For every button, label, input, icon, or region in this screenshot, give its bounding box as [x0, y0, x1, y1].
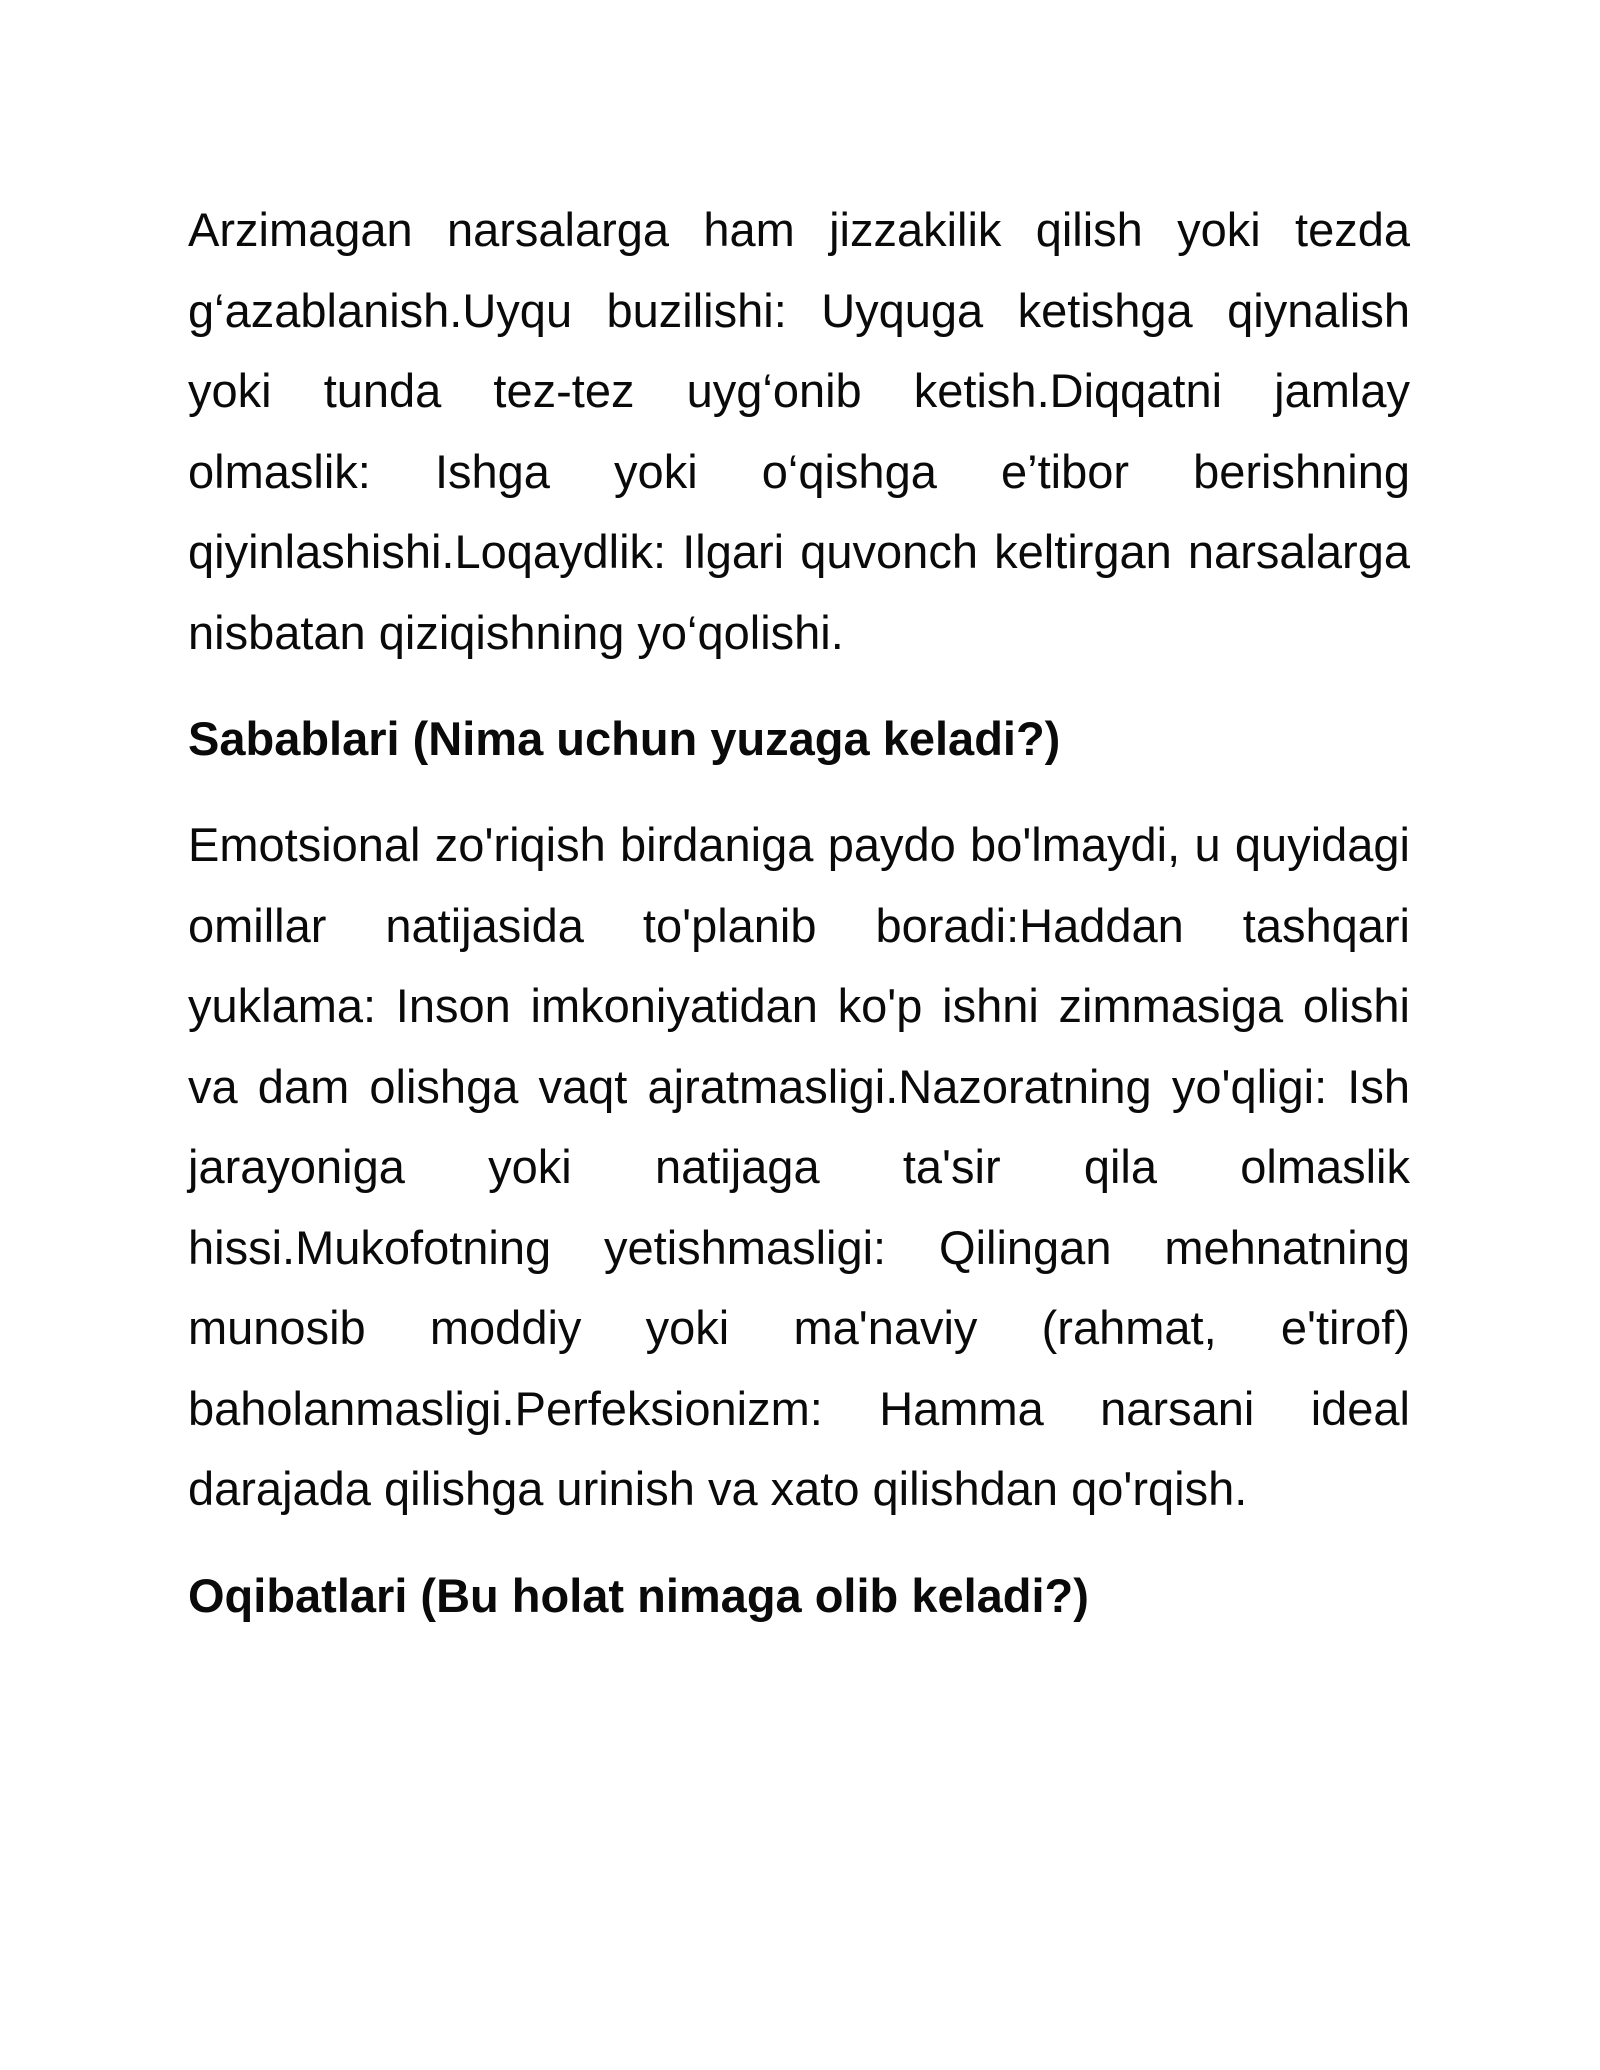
document-body	[188, 190, 1410, 1636]
paragraph-causes: Emotsional zo'riqish birdaniga paydo bo'lmaydi, u quyidagi omillar natijasida to'planib boradi:Haddan tashqari yuklama: Inson imkoniyatidan ko'p ishni zimmasiga olishi va dam olishga vaqt ajratmasligi.Nazoratning yo'qligi: Ish jarayoniga yoki natijaga ta'sir qila olmaslik hissi.Mukofotning yetishmasligi: Qilingan mehnatning munosib moddiy yoki ma'naviy (rahmat, e'tirof) baholanmasligi.Perfeksionizm: Hamma narsani ideal darajada qilishga urinish va xato qilishdan qo'rqish.	[188, 818, 1410, 1515]
section-heading-causes: Sabablari (Nima uchun yuzaga keladi?)	[188, 712, 1061, 765]
paragraph-symptoms: Arzimagan narsalarga ham jizzakilik qilish yoki tezda g‘azablanish.Uyqu buzilishi: Uyquga ketishga qiynalish yoki tunda tez-tez uyg‘onib ketish.Diqqatni jamlay olmaslik: Ishga yoki o‘qishga e’tibor berishning qiyinlashishi.Loqaydlik: Ilgari quvonch keltirgan narsalarga nisbatan qiziqishning yo‘qolishi.	[188, 203, 1410, 659]
section-heading-consequences: Oqibatlari (Bu holat nimaga olib keladi?)	[188, 1568, 1089, 1622]
